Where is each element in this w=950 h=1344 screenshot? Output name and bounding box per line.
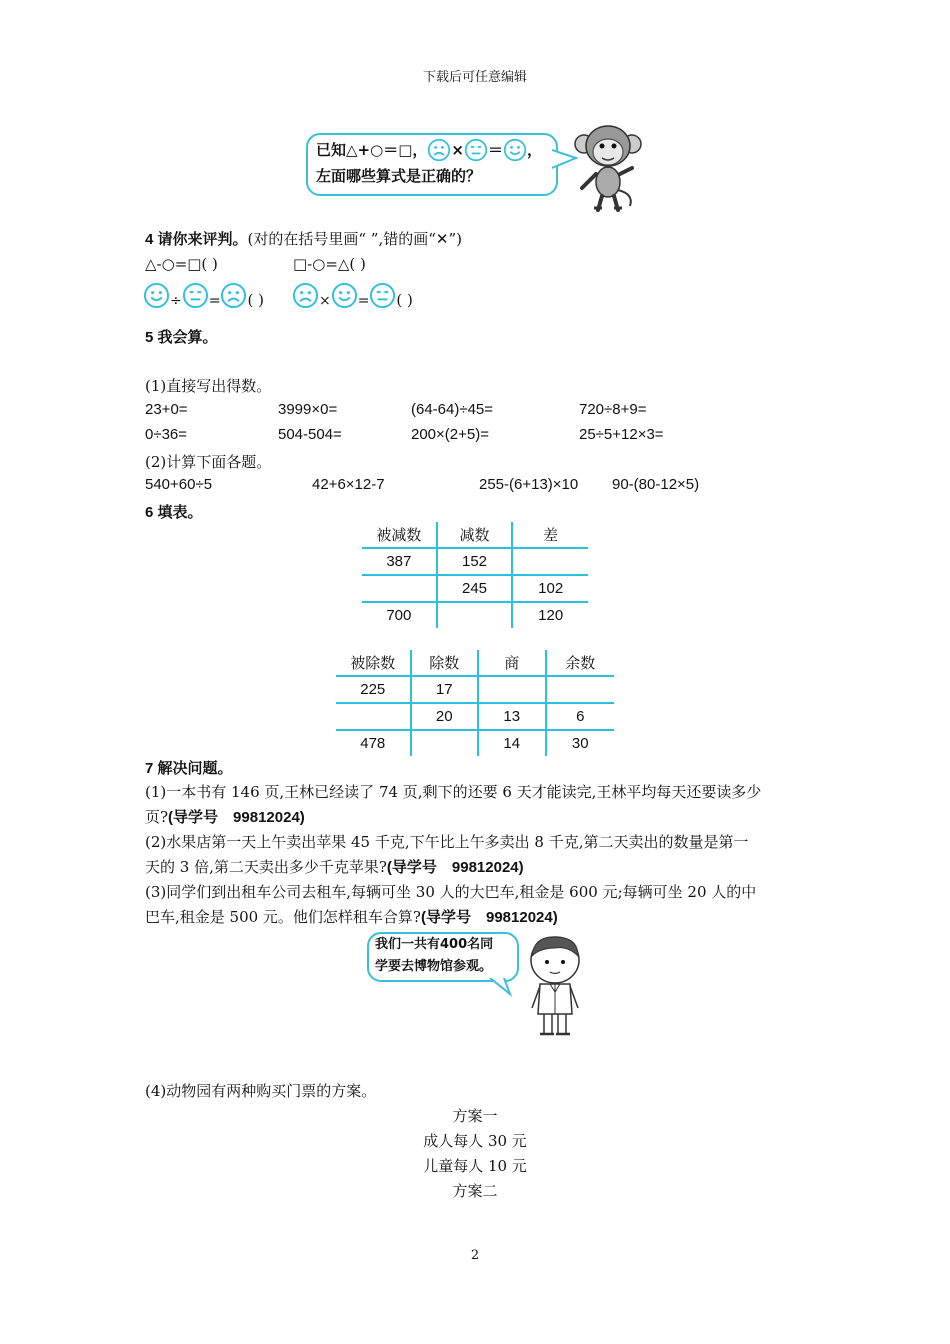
plan1-child-price: 儿童每人 10 元 bbox=[423, 1157, 527, 1175]
q5-row2-item: 200×(2+5)= bbox=[411, 426, 489, 443]
table-header-row bbox=[362, 522, 588, 548]
q7-p1-text: 页? bbox=[145, 808, 169, 826]
table-cell bbox=[336, 703, 411, 730]
q5-row1-item: 720÷8+9= bbox=[579, 401, 647, 418]
table-cell: 245 bbox=[437, 575, 513, 602]
table-cell: 14 bbox=[478, 730, 546, 756]
table-header: 被减数 bbox=[362, 522, 437, 548]
q7-p1-line1: (1)一本书有 146 页,王林已经读了 74 页,剩下的还要 6 天才能读完,王林平均每天还要读多少 bbox=[145, 783, 762, 801]
guide-number: (导学号 99812024) bbox=[386, 859, 524, 876]
neutral-face-icon bbox=[182, 282, 209, 309]
q5-row3-item: 255-(6+13)×10 bbox=[479, 476, 579, 493]
table-cell: 102 bbox=[512, 575, 588, 602]
neutral-face-icon bbox=[464, 138, 488, 162]
table-header: 余数 bbox=[546, 650, 614, 676]
q4-expr1: △-○=□( ) bbox=[145, 255, 218, 273]
table-cell: 387 bbox=[362, 548, 437, 575]
table-header: 被除数 bbox=[336, 650, 411, 676]
q7-p2-text: 天的 3 倍,第二天卖出多少千克苹果? bbox=[145, 858, 387, 876]
table-row bbox=[362, 602, 588, 628]
sad-face-icon bbox=[292, 282, 319, 309]
page-header: 下载后可任意编辑 bbox=[422, 70, 527, 85]
q5-part1: (1)直接写出得数。 bbox=[145, 377, 272, 395]
q7-p3-text: 巴车,租金是 500 元。他们怎样租车合算? bbox=[145, 908, 421, 926]
eq-sign: = bbox=[357, 293, 370, 309]
table-cell bbox=[411, 730, 479, 756]
table-header: 除数 bbox=[411, 650, 479, 676]
table-row bbox=[336, 703, 614, 730]
bubble-times: × bbox=[451, 141, 464, 159]
times-sign: × bbox=[318, 293, 331, 309]
page-number: 2 bbox=[470, 1248, 480, 1263]
q5-row1-item: (64-64)÷45= bbox=[411, 401, 494, 418]
boy-bubble-line2: 学要去博物馆参观。 bbox=[375, 959, 493, 974]
division-table bbox=[336, 650, 614, 756]
q7-p4: (4)动物园有两种购买门票的方案。 bbox=[145, 1082, 377, 1100]
table-cell bbox=[546, 676, 614, 703]
bubble-line1-prefix: 已知△+○＝□， bbox=[316, 141, 428, 159]
q7-p2-line1: (2)水果店第一天上午卖出苹果 45 千克,下午比上午多卖出 8 千克,第二天卖出的数量是第一 bbox=[145, 833, 749, 851]
neutral-face-icon bbox=[369, 282, 396, 309]
sad-face-icon bbox=[427, 138, 451, 162]
table-row bbox=[336, 730, 614, 756]
table-cell: 30 bbox=[571, 735, 589, 752]
guide-number: (导学号 99812024) bbox=[168, 809, 305, 826]
q5-title: 5 我会算。 bbox=[145, 329, 218, 346]
table-cell: 13 bbox=[478, 703, 546, 730]
plan1-title: 方案一 bbox=[452, 1107, 498, 1125]
table-cell: 20 bbox=[411, 703, 479, 730]
boy-bubble-text bbox=[375, 934, 493, 978]
guide-number: (导学号 99812024) bbox=[420, 909, 558, 926]
q6-title: 6 填表。 bbox=[145, 504, 203, 521]
q7-p1-line2 bbox=[145, 806, 305, 827]
table-cell: 225 bbox=[336, 676, 411, 703]
table-cell bbox=[478, 676, 546, 703]
q5-part2: (2)计算下面各题。 bbox=[145, 453, 272, 471]
q5-row3-item: 42+6×12-7 bbox=[312, 476, 385, 493]
q4-heading bbox=[145, 228, 462, 249]
q4-instruction: (对的在括号里画“ ”,错的画“✕”) bbox=[247, 230, 462, 248]
table-cell: 478 bbox=[336, 730, 411, 756]
table-cell bbox=[362, 575, 437, 602]
q4-face-row bbox=[143, 282, 413, 309]
q5-row1-item: 3999×0= bbox=[278, 401, 338, 418]
table-cell: 120 bbox=[538, 607, 564, 624]
div-sign: ÷ bbox=[170, 293, 182, 309]
plan2-title: 方案二 bbox=[452, 1182, 498, 1200]
smile-face-icon bbox=[503, 138, 527, 162]
monkey-bubble-text bbox=[316, 137, 542, 189]
table-row bbox=[362, 575, 588, 602]
monkey-illustration bbox=[572, 122, 644, 214]
q5-row2-item: 0÷36= bbox=[145, 426, 188, 443]
q5-row2-item: 504-504= bbox=[278, 426, 342, 443]
q4-title: 4 请你来评判。 bbox=[145, 231, 248, 248]
q7-p3-line1: (3)同学们到出租车公司去租车,每辆可坐 30 人的大巴车,租金是 600 元;每辆可坐 20 人的中 bbox=[145, 883, 757, 901]
smile-face-icon bbox=[331, 282, 358, 309]
bubble-suffix: ， bbox=[526, 141, 542, 159]
answer-paren-1: ( ) bbox=[247, 291, 264, 309]
q5-row2-item: 25÷5+12×3= bbox=[579, 426, 664, 443]
boy-bubble-line1: 我们一共有400名同 bbox=[375, 937, 494, 952]
table-cell: 152 bbox=[437, 548, 513, 575]
q7-p3-line2 bbox=[145, 906, 558, 927]
table-cell bbox=[512, 548, 588, 575]
bubble-eq: ＝ bbox=[487, 141, 503, 159]
plan1-adult-price: 成人每人 30 元 bbox=[423, 1132, 527, 1150]
q5-row3-item: 90-(80-12×5) bbox=[612, 476, 700, 493]
table-cell: 6 bbox=[546, 703, 614, 730]
q7-title: 7 解决问题。 bbox=[145, 760, 233, 777]
eq-sign: = bbox=[208, 293, 221, 309]
table-cell: 700 bbox=[362, 602, 437, 628]
table-header: 商 bbox=[478, 650, 546, 676]
bubble-line2: 左面哪些算式是正确的？ bbox=[316, 167, 482, 185]
boy-illustration bbox=[522, 934, 588, 1038]
q4-expr2: □-○=△( ) bbox=[293, 255, 366, 273]
sad-face-icon bbox=[220, 282, 247, 309]
table-header-row bbox=[336, 650, 614, 676]
table-header: 减数 bbox=[437, 522, 513, 548]
bubble-tail bbox=[488, 978, 514, 998]
smile-face-icon bbox=[143, 282, 170, 309]
table-cell: 17 bbox=[411, 676, 479, 703]
q5-row1-item: 23+0= bbox=[145, 401, 188, 418]
table-row bbox=[336, 676, 614, 703]
q7-p2-line2 bbox=[145, 856, 524, 877]
answer-paren-2: ( ) bbox=[396, 291, 413, 309]
table-header: 差 bbox=[512, 522, 588, 548]
table-cell bbox=[437, 602, 513, 628]
table-row bbox=[362, 548, 588, 575]
q5-row3-item: 540+60÷5 bbox=[145, 476, 213, 493]
subtraction-table bbox=[362, 522, 588, 628]
